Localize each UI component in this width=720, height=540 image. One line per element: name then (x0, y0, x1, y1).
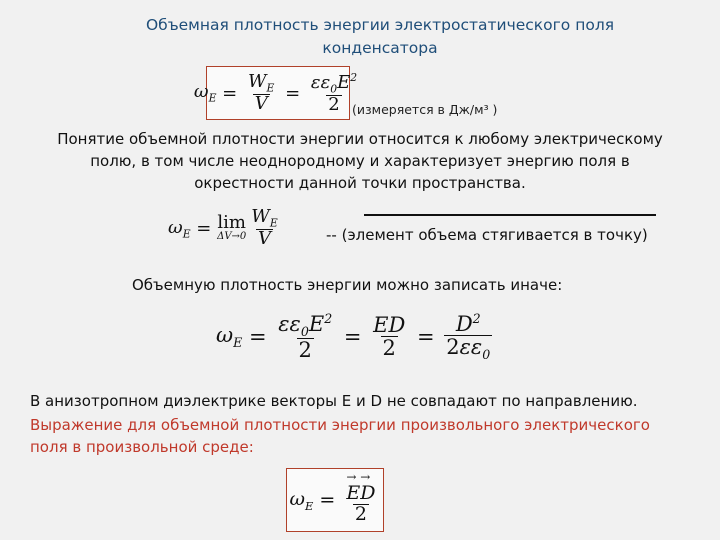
general-expression-text (30, 414, 650, 458)
divider-line (364, 214, 656, 216)
definition-paragraph (20, 128, 700, 194)
capacitor-energy-density-formula: $\omega_E$ = $\frac{W_E}{V}$ = $\frac{\varepsilon\varepsilon_0E^2}{2}$ (206, 66, 350, 120)
definition-line-3: окрестности данной точки пространства. (194, 174, 526, 192)
limit-note: -- (элемент объема стягивается в точку) (326, 226, 648, 244)
title-line-2: конденсатора (322, 39, 438, 57)
definition-line-1: Понятие объемной плотности энергии относится к любому электрическому (57, 130, 663, 148)
general-energy-density-formula: $\omega_E$ = → $\frac{E\to D}{2}$ (286, 468, 384, 532)
general-expression-line-1: Выражение для объемной плотности энергии произвольного электрического (30, 416, 650, 434)
general-expression-line-2: поля в произвольной среде: (30, 438, 254, 456)
anisotropic-text: В анизотропном диэлектрике векторы Е и D не совпадают по направлению. (30, 392, 638, 410)
limit-formula: $\omega_E$ = lim ΔV→0 $\frac{W_E}{V}$ (168, 206, 278, 249)
alternative-forms-formula: $\omega_E$ = $\frac{\varepsilon\varepsilon_0E^2}{2}$ = $\frac{ED}{2}$ = $\frac{D^2}{2\varepsilon\varepsilon_0}$ (216, 311, 491, 363)
slide-title (80, 14, 680, 60)
title-line-1: Объемная плотность энергии электростатического поля (145, 16, 615, 34)
unit-note: (измеряется в Дж/м³ ) (352, 102, 498, 117)
alternative-forms-text: Объемную плотность энергии можно записать иначе: (132, 276, 563, 294)
definition-line-2: полю, в том числе неоднородному и характеризует энергию поля в (90, 152, 630, 170)
